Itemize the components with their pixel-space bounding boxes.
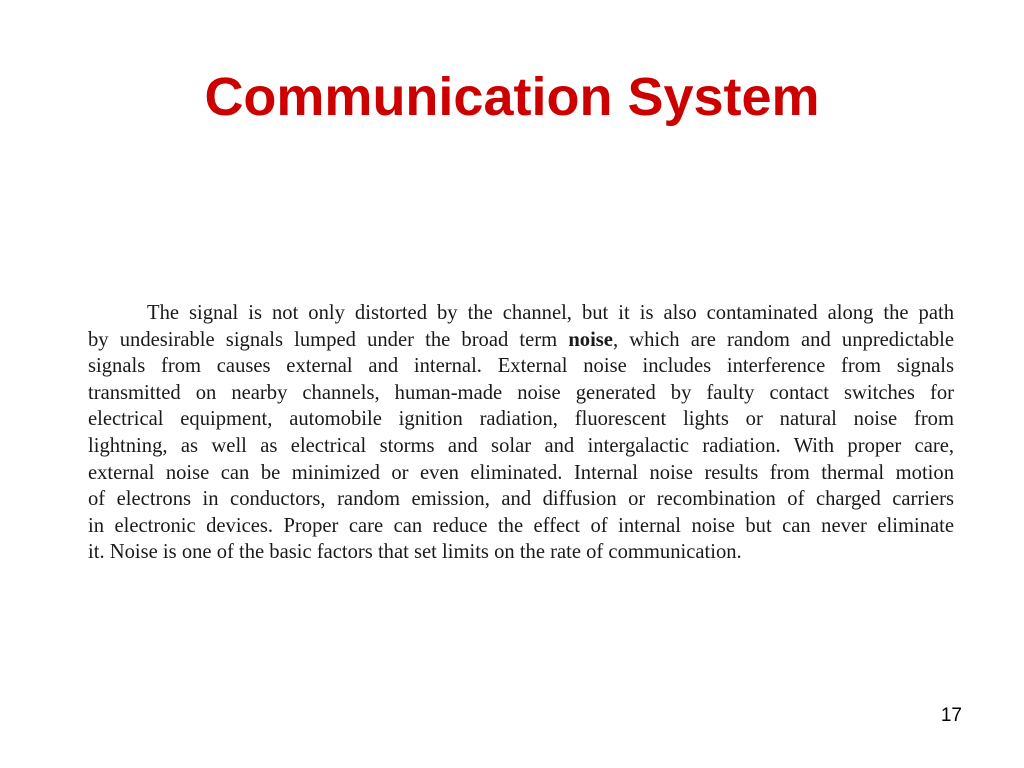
bold-term-noise: noise bbox=[568, 328, 613, 351]
paragraph-line: transmitted on nearby channels, human-made noise generated by faulty contact switches for bbox=[88, 381, 954, 404]
paragraph-line: external noise can be minimized or even eliminated. Internal noise results from thermal motion bbox=[88, 461, 954, 484]
text-run: , which are random and unpredictable bbox=[612, 328, 954, 351]
paragraph-line: lightning, as well as electrical storms and solar and intergalactic radiation. With proper care, bbox=[88, 434, 954, 457]
paragraph-line: in electronic devices. Proper care can reduce the effect of internal noise but can never eliminate bbox=[88, 514, 954, 537]
slide-title: Communication System bbox=[204, 67, 820, 127]
page-number: 17 bbox=[940, 705, 962, 726]
text-run: by undesirable signals lumped under the broad term bbox=[88, 328, 569, 351]
paragraph-line bbox=[88, 327, 954, 354]
scanned-paragraph bbox=[88, 300, 954, 566]
paragraph-line: signals from causes external and internal. External noise includes interference from signals bbox=[88, 355, 954, 378]
paragraph-line: electrical equipment, automobile ignition radiation, fluorescent lights or natural noise from bbox=[88, 408, 954, 431]
paragraph-line: of electrons in conductors, random emission, and diffusion or recombination of charged carriers bbox=[88, 488, 954, 511]
paragraph-line: The signal is not only distorted by the channel, but it is also contaminated along the path bbox=[147, 302, 954, 324]
paragraph-line: it. Noise is one of the basic factors that set limits on the rate of communication. bbox=[88, 541, 742, 564]
